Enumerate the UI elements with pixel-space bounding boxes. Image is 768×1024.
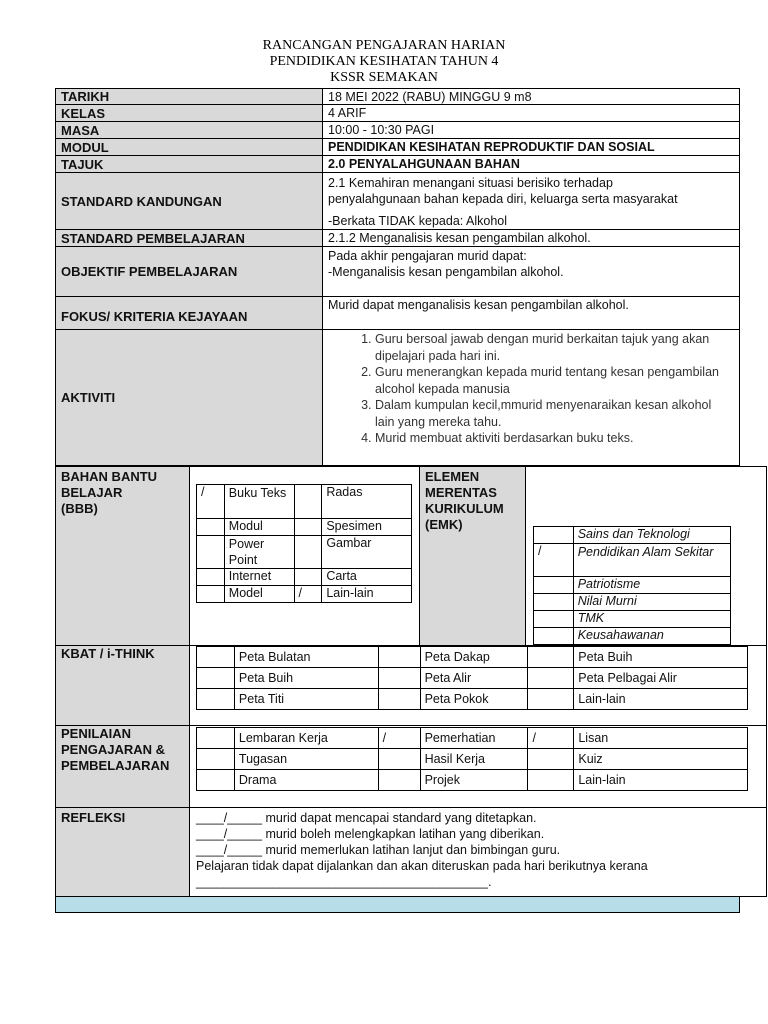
kbat-item: Peta Titi [234, 689, 378, 710]
table-row [197, 586, 412, 603]
table-row [534, 628, 731, 645]
bbb-mark[interactable] [197, 569, 225, 586]
fokus-label: FOKUS/ KRITERIA KEJAYAAN [55, 296, 323, 330]
emk-item: Pendidikan Alam Sekitar [573, 544, 730, 577]
tarikh-label: TARIKH [55, 88, 323, 105]
aktiviti-list [323, 331, 729, 447]
bbb-item: Power Point [224, 536, 294, 569]
bbb-item: Modul [224, 519, 294, 536]
emk-item: Sains dan Teknologi [573, 527, 730, 544]
refleksi-line: ____/_____ murid boleh melengkapkan latihan yang diberikan. [196, 827, 545, 841]
emk-mark[interactable] [534, 527, 574, 544]
emk-label-line: ELEMEN [425, 469, 480, 484]
bbb-mark[interactable] [197, 519, 225, 536]
penilaian-mark[interactable] [528, 770, 574, 791]
penilaian-item: Tugasan [234, 749, 378, 770]
penilaian-item: Hasil Kerja [420, 749, 528, 770]
bbb-mark[interactable]: / [197, 485, 225, 519]
kbat-item: Lain-lain [574, 689, 748, 710]
penilaian-mark[interactable] [197, 770, 235, 791]
table-row [197, 485, 412, 519]
penilaian-item: Pemerhatian [420, 728, 528, 749]
kbat-mark[interactable] [197, 668, 235, 689]
emk-table [533, 526, 731, 645]
doc-curriculum: KSSR SEMAKAN [330, 70, 438, 85]
penilaian-item: Lisan [574, 728, 748, 749]
penilaian-item: Projek [420, 770, 528, 791]
bbb-label-line: (BBB) [61, 501, 98, 516]
bbb-item: Internet [224, 569, 294, 586]
kbat-mark[interactable] [378, 647, 420, 668]
table-row [197, 689, 748, 710]
footer-strip [55, 896, 740, 913]
kelas-value: 4 ARIF [322, 104, 740, 122]
kbat-item: Peta Pokok [420, 689, 528, 710]
emk-item: Nilai Murni [573, 594, 730, 611]
kbat-mark[interactable] [378, 668, 420, 689]
table-row [534, 577, 731, 594]
bbb-mark[interactable] [197, 536, 225, 569]
table-row [197, 519, 412, 536]
objektif-value [322, 246, 740, 297]
masa-value: 10:00 - 10:30 PAGI [322, 121, 740, 139]
penilaian-mark[interactable] [197, 728, 235, 749]
penilaian-item: Kuiz [574, 749, 748, 770]
kbat-item: Peta Bulatan [234, 647, 378, 668]
penilaian-label-line: PENILAIAN [61, 726, 132, 741]
kbat-item: Peta Buih [234, 668, 378, 689]
penilaian-mark[interactable] [197, 749, 235, 770]
table-row [534, 527, 731, 544]
kbat-item: Peta Alir [420, 668, 528, 689]
sk-line-2: penyalahgunaan bahan kepada diri, keluarga serta masyarakat [328, 192, 678, 206]
kbat-table [196, 646, 748, 710]
emk-label-line: (EMK) [425, 517, 463, 532]
refleksi-area [189, 807, 767, 897]
bbb-mark[interactable] [197, 586, 225, 603]
penilaian-item: Drama [234, 770, 378, 791]
kbat-mark[interactable] [528, 689, 574, 710]
emk-item: Keusahawanan [573, 628, 730, 645]
bbb-item: Spesimen [322, 519, 412, 536]
bbb-label-line: BAHAN BANTU [61, 469, 158, 484]
penilaian-mark[interactable] [378, 749, 420, 770]
penilaian-table [196, 727, 748, 791]
emk-label [419, 466, 526, 646]
emk-mark[interactable] [534, 611, 574, 628]
penilaian-label [55, 725, 190, 808]
bbb-item: Gambar [322, 536, 412, 569]
refleksi-label: REFLEKSI [55, 807, 190, 897]
bbb-item: Radas [322, 485, 412, 519]
aktiviti-item: 3. Dalam kumpulan kecil,mmurid menyenaraikan kesan alkohol lain yang mereka tahu. [375, 397, 729, 430]
table-row [197, 569, 412, 586]
table-row [197, 647, 748, 668]
refleksi-line: Pelajaran tidak dapat dijalankan dan akan diteruskan pada hari berikutnya kerana [196, 859, 648, 873]
penilaian-item: Lembaran Kerja [234, 728, 378, 749]
standard-pembelajaran-value: 2.1.2 Menganalisis kesan pengambilan alkohol. [322, 229, 740, 247]
kbat-mark[interactable] [197, 647, 235, 668]
kbat-item: Peta Dakap [420, 647, 528, 668]
kelas-label: KELAS [55, 104, 323, 122]
aktiviti-item: 4. Murid membuat aktiviti berdasarkan buku teks. [375, 430, 729, 447]
masa-label: MASA [55, 121, 323, 139]
objektif-label: OBJEKTIF PEMBELAJARAN [55, 246, 323, 297]
refleksi-line: ____/_____ murid memerlukan latihan lanjut dan bimbingan guru. [196, 843, 561, 857]
bbb-label-line: BELAJAR [61, 485, 123, 500]
penilaian-mark[interactable]: / [378, 728, 420, 749]
emk-mark[interactable] [534, 628, 574, 645]
table-row [197, 770, 748, 791]
penilaian-mark[interactable] [528, 749, 574, 770]
table-row [534, 611, 731, 628]
objektif-line-1: Pada akhir pengajaran murid dapat: [328, 249, 527, 263]
tajuk-label: TAJUK [55, 155, 323, 173]
tajuk-value: 2.0 PENYALAHGUNAAN BAHAN [322, 155, 740, 173]
kbat-mark[interactable] [197, 689, 235, 710]
kbat-item: Peta Pelbagai Alir [574, 668, 748, 689]
bbb-label [55, 466, 190, 646]
penilaian-label-line: PEMBELAJARAN [61, 758, 170, 773]
emk-label-line: KURIKULUM [425, 501, 504, 516]
doc-title: RANCANGAN PENGAJARAN HARIAN [262, 38, 506, 53]
refleksi-line: __________________________________________. [196, 875, 492, 889]
table-row [534, 544, 731, 577]
sk-line-3: -Berkata TIDAK kepada: Alkohol [328, 214, 508, 228]
emk-item: TMK [573, 611, 730, 628]
table-row [197, 536, 412, 569]
emk-mark[interactable]: / [534, 544, 574, 577]
refleksi-line: ____/_____ murid dapat mencapai standard yang ditetapkan. [196, 811, 537, 825]
penilaian-item: Lain-lain [574, 770, 748, 791]
doc-subtitle: PENDIDIKAN KESIHATAN TAHUN 4 [269, 54, 499, 69]
bbb-mark[interactable] [294, 536, 322, 569]
kbat-mark[interactable] [528, 647, 574, 668]
standard-kandungan-label: STANDARD KANDUNGAN [55, 172, 323, 230]
bbb-table [196, 484, 412, 603]
table-row [197, 728, 748, 749]
bbb-item: Carta [322, 569, 412, 586]
kbat-mark[interactable] [378, 689, 420, 710]
aktiviti-item: 2. Guru menerangkan kepada murid tentang kesan pengambilan alcohol kepada manusia [375, 364, 729, 397]
kbat-label: KBAT / i-THINK [55, 645, 190, 726]
sk-line-1: 2.1 Kemahiran menangani situasi berisiko terhadap [328, 176, 613, 190]
bbb-mark[interactable] [294, 485, 322, 519]
table-row [197, 668, 748, 689]
fokus-value: Murid dapat menganalisis kesan pengambilan alkohol. [322, 296, 740, 330]
aktiviti-label: AKTIVITI [55, 329, 323, 466]
emk-item: Patriotisme [573, 577, 730, 594]
standard-pembelajaran-label: STANDARD PEMBELAJARAN [55, 229, 323, 247]
kbat-item: Peta Buih [574, 647, 748, 668]
table-row [534, 594, 731, 611]
emk-label-line: MERENTAS [425, 485, 497, 500]
tarikh-value: 18 MEI 2022 (RABU) MINGGU 9 m8 [322, 88, 740, 105]
bbb-item: Lain-lain [322, 586, 412, 603]
emk-mark[interactable] [534, 594, 574, 611]
bbb-mark[interactable]: / [294, 586, 322, 603]
bbb-mark[interactable] [294, 569, 322, 586]
bbb-item: Model [224, 586, 294, 603]
modul-value: PENDIDIKAN KESIHATAN REPRODUKTIF DAN SOSIAL [322, 138, 740, 156]
aktiviti-item: 1. Guru bersoal jawab dengan murid berkaitan tajuk yang akan dipelajari pada hari ini. [375, 331, 729, 364]
table-row [197, 749, 748, 770]
emk-mark[interactable] [534, 577, 574, 594]
modul-label: MODUL [55, 138, 323, 156]
kbat-mark[interactable] [528, 668, 574, 689]
penilaian-mark[interactable]: / [528, 728, 574, 749]
bbb-item: Buku Teks [224, 485, 294, 519]
objektif-line-2: -Menganalisis kesan pengambilan alkohol. [328, 265, 564, 279]
penilaian-mark[interactable] [378, 770, 420, 791]
standard-kandungan-value [322, 172, 740, 230]
aktiviti-value [322, 329, 740, 466]
penilaian-label-line: PENGAJARAN & [61, 742, 166, 757]
bbb-mark[interactable] [294, 519, 322, 536]
